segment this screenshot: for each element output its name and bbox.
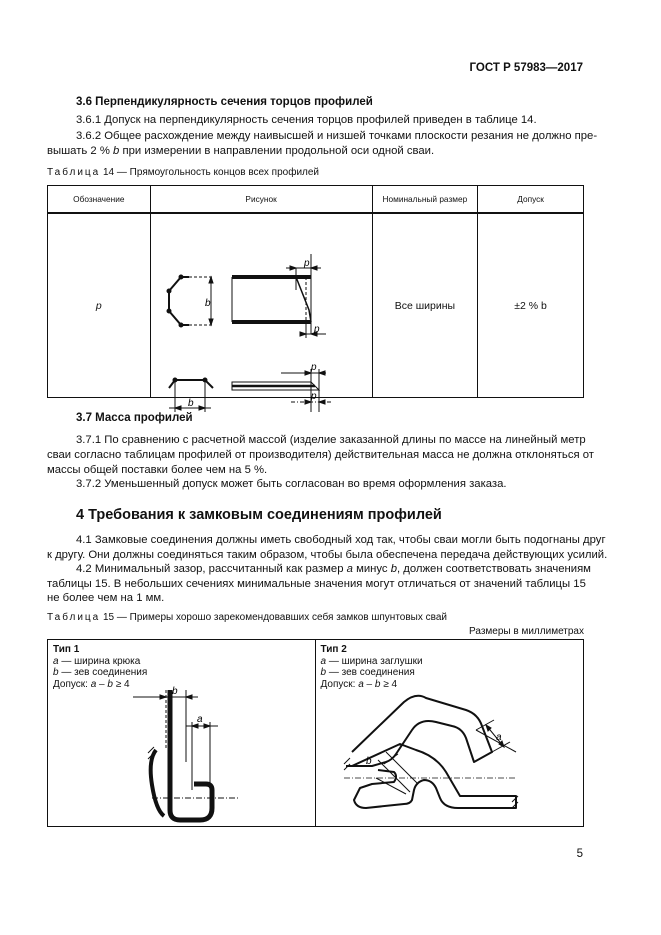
fig-label-p: p — [313, 324, 320, 335]
type-1-lock-figure — [48, 686, 316, 826]
type-1-a-line: a — ширина крюка — [53, 655, 141, 667]
para-4-1-line1: 4.1 Замковые соединения должны иметь свободный ход так, чтобы сваи могли быть подогнаны друг — [76, 534, 606, 546]
type-2-lock-figure — [316, 690, 585, 826]
para-3-6-2-line1: 3.6.2 Общее расхождение между наивысшей и низшей точками плоскости резания не должно пре- — [76, 130, 598, 142]
para-4-2-line1: 4.2 Минимальный зазор, рассчитанный как размер a минус b, должен соответствовать значениям — [76, 563, 591, 575]
table-14-header-cell: Допуск — [478, 186, 584, 214]
para-4-1-line2: к другу. Они должны соединяться таким образом, чтобы была обеспечена передача действующих усилий. — [47, 549, 608, 561]
table-14-caption: Таблица 14 — Прямоугольность концов всех профилей — [47, 167, 320, 178]
fig-label-b: b — [187, 398, 194, 409]
fig-label-p: p — [303, 258, 310, 269]
fig-label-a: a — [495, 732, 502, 743]
fig-label-b: b — [204, 298, 211, 309]
table-15-caption: Таблица 15 — Примеры хорошо зарекомендовавших себя замков шпунтовых свай — [47, 612, 447, 623]
table-14-header-cell: Номинальный размер — [372, 186, 478, 214]
table-14-symbol-cell: p — [48, 213, 151, 398]
type-1-title: Тип 1 — [53, 644, 80, 655]
table-14-tolerance-cell: ±2 % b — [478, 213, 584, 398]
fig-label-p: p — [310, 362, 317, 373]
table-14-header-cell: Обозначение — [48, 186, 151, 214]
table-15-units: Размеры в миллиметрах — [469, 626, 584, 637]
section-3-7-title: 3.7 Масса профилей — [76, 412, 193, 424]
fig-label-b: b — [365, 756, 372, 767]
fig-label-b: b — [172, 686, 178, 697]
type-2-a-line: a — ширина заглушки — [320, 655, 423, 667]
para-3-6-1: 3.6.1 Допуск на перпендикулярность сечения торцов профилей приведен в таблице 14. — [76, 114, 537, 126]
type-2-tolerance: Допуск: a – b ≥ 4 — [320, 678, 398, 690]
type-1-tolerance: Допуск: a – b ≥ 4 — [53, 678, 130, 690]
table-14-size-cell: Все ширины — [372, 213, 478, 398]
fig-label-a: a — [197, 714, 203, 725]
type-1-b-line: b — зев соединения — [53, 667, 148, 678]
table-14 — [47, 185, 584, 409]
para-3-7-1-line3: массы общей поставки более чем на 5 %. — [47, 464, 268, 476]
section-3-6-title: 3.6 Перпендикулярность сечения торцов профилей — [76, 96, 373, 108]
type-2-legend — [316, 640, 584, 690]
para-3-6-2-line2: вышать 2 % b при измерении в направлении продольной оси одной сваи. — [47, 145, 435, 157]
section-4-title: 4 Требования к замковым соединениям профилей — [76, 507, 442, 523]
table-15 — [47, 639, 584, 827]
page-number: 5 — [576, 848, 583, 860]
para-4-2-line3: не более чем на 1 мм. — [47, 592, 165, 604]
para-4-2-line2: таблицы 15. В небольших сечениях минимальные значения могут отличаться от значений таблицы 15 — [47, 578, 586, 590]
type-1-legend — [48, 640, 315, 690]
table-14-figure-cell — [150, 213, 372, 409]
para-3-7-1-line1: 3.7.1 По сравнению с расчетной массой (изделие заказанной длины по массе на линейный метр — [76, 434, 586, 446]
fig-label-p: p — [310, 391, 317, 402]
para-3-7-1-line2: сваи согласно таблицам профилей от производителя) действительная масса не должна отклоняться от — [47, 449, 594, 461]
table-14-header-cell: Рисунок — [150, 186, 372, 214]
document-header: ГОСТ Р 57983—2017 — [469, 62, 583, 74]
type-2-b-line: b — зев соединения — [320, 667, 415, 678]
perpendicularity-figure — [151, 214, 372, 409]
type-2-cell — [315, 640, 584, 827]
type-1-cell — [48, 640, 316, 827]
para-3-7-2: 3.7.2 Уменьшенный допуск может быть согласован во время оформления заказа. — [76, 478, 507, 490]
type-2-title: Тип 2 — [320, 644, 347, 655]
